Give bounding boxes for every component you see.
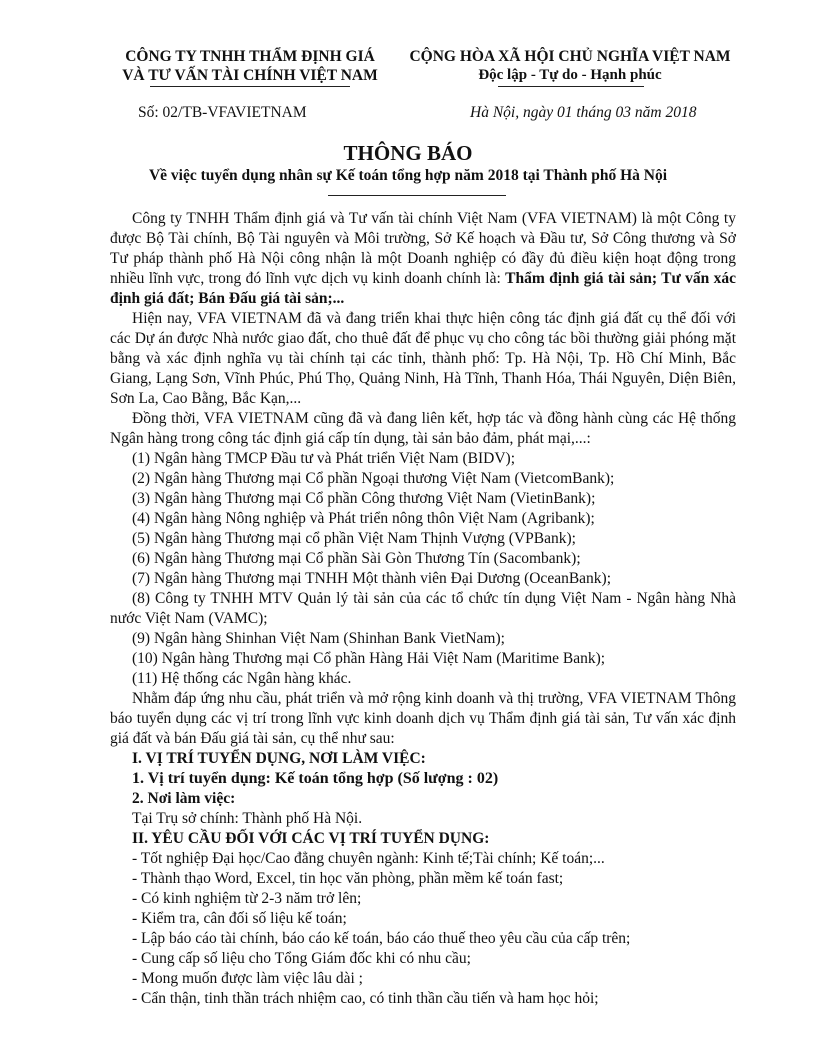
intro-paragraph-1 (110, 209, 736, 309)
company-underline (150, 86, 350, 87)
bank-item: (6) Ngân hàng Thương mại Cổ phần Sài Gòn Thương Tín (Sacombank); (132, 550, 581, 567)
workplace-heading: 2. Nơi làm việc: (132, 790, 236, 807)
closing-paragraph: Nhằm đáp ứng nhu cầu, phát triển và mở rộng kinh doanh và thị trường, VFA VIETNAM Thông báo tuyển dụng các vị trí trong lĩnh vực kinh doanh dịch vụ Thẩm định giá tài sản, Tư vấn xác định giá đất và bán Đấu giá tài sản, cụ thể như sau: (110, 690, 736, 747)
motto-underline (498, 86, 644, 87)
section-1-heading: I. VỊ TRÍ TUYỂN DỤNG, NƠI LÀM VIỆC: (132, 750, 426, 767)
company-name-line1: CÔNG TY TNHH THẨM ĐỊNH GIÁ (125, 48, 375, 65)
bank-item: (8) Công ty TNHH MTV Quản lý tài sản của các tổ chức tín dụng Việt Nam - Ngân hàng Nhà nước Việt Nam (VAMC); (110, 590, 736, 627)
bank-item: (9) Ngân hàng Shinhan Việt Nam (Shinhan Bank VietNam); (132, 630, 505, 647)
bank-item: (3) Ngân hàng Thương mại Cổ phần Công thương Việt Nam (VietinBank); (132, 490, 596, 507)
requirement-item: - Mong muốn được làm việc lâu dài ; (132, 970, 363, 987)
requirement-item: - Cẩn thận, tinh thần trách nhiệm cao, có tinh thần cầu tiến và ham học hỏi; (132, 990, 599, 1007)
document-subtitle: Về việc tuyển dụng nhân sự Kế toán tổng hợp năm 2018 tại Thành phố Hà Nội (148, 167, 668, 184)
requirement-item: - Có kinh nghiệm từ 2-3 năm trở lên; (132, 890, 362, 907)
section-2-heading: II. YÊU CẦU ĐỐI VỚI CÁC VỊ TRÍ TUYỂN DỤNG: (132, 830, 490, 847)
workplace-text: Tại Trụ sở chính: Thành phố Hà Nội. (132, 810, 363, 827)
bank-item: (4) Ngân hàng Nông nghiệp và Phát triển nông thôn Việt Nam (Agribank); (132, 510, 595, 527)
document-number: Số: 02/TB-VFAVIETNAM (138, 104, 307, 121)
nation-motto-line2: Độc lập - Tự do - Hạnh phúc (478, 67, 662, 83)
intro-services: Thẩm định giá tài sản; Tư vấn xác định giá đất; Bán Đấu giá tài sản;... (110, 270, 736, 307)
requirement-item: - Kiểm tra, cân đối số liệu kế toán; (132, 910, 347, 927)
nation-motto-line1: CỘNG HÒA XÃ HỘI CHỦ NGHĨA VIỆT NAM (409, 48, 731, 65)
bank-item: (1) Ngân hàng TMCP Đầu tư và Phát triển Việt Nam (BIDV); (132, 450, 515, 467)
intro-paragraph-3: Đồng thời, VFA VIETNAM cũng đã và đang liên kết, hợp tác và đồng hành cùng các Hệ thống Ngân hàng trong công tác định giá cấp tín dụng, tài sản bảo đảm, phát mại,...: (110, 410, 736, 447)
bank-item: (5) Ngân hàng Thương mại cổ phần Việt Nam Thịnh Vượng (VPBank); (132, 530, 576, 547)
intro-text: Công ty TNHH Thẩm định giá và Tư vấn tài chính Việt Nam (VFA VIETNAM) là một Công ty được Bộ Tài chính, Bộ Tài nguyên và Môi trường, Sở Kế hoạch và Đầu tư, Sở Công thương và Sở Tư pháp thành phố Hà Nội công nhận là một Doanh nghiệp có đầy đủ điều kiện hoạt động trong nhiều lĩnh vực, trong đó lĩnh vực dịch vụ kinh doanh chính là: (110, 210, 736, 287)
document-title: THÔNG BÁO (343, 141, 473, 165)
bank-item: (7) Ngân hàng Thương mại TNHH Một thành viên Đại Dương (OceanBank); (132, 570, 612, 587)
intro-paragraph-2: Hiện nay, VFA VIETNAM đã và đang triển khai thực hiện công tác định giá đất cụ thể đối với các Dự án được Nhà nước giao đất, cho thuê đất để phục vụ cho công tác bồi thường giải phóng mặt bằng và xác định nghĩa vụ tài chính tại các tỉnh, thành phố: Tp. Hà Nội, Tp. Hồ Chí Minh, Bắc Giang, Lạng Sơn, Vĩnh Phúc, Phú Thọ, Quảng Ninh, Hà Tĩnh, Thanh Hóa, Thái Nguyên, Diện Biên, Sơn La, Cao Bằng, Bắc Kạn,... (110, 310, 736, 407)
title-underline (328, 195, 506, 196)
requirement-item: - Thành thạo Word, Excel, tin học văn phòng, phần mềm kế toán fast; (132, 870, 564, 887)
national-header (390, 47, 750, 85)
requirement-item: - Lập báo cáo tài chính, báo cáo kế toán, báo cáo thuế theo yêu cầu của cấp trên; (132, 930, 631, 947)
bank-item: (11) Hệ thống các Ngân hàng khác. (132, 670, 352, 687)
company-name-line2: VÀ TƯ VẤN TÀI CHÍNH VIỆT NAM (122, 67, 378, 84)
requirement-item: - Tốt nghiệp Đại học/Cao đẳng chuyên ngành: Kinh tế;Tài chính; Kế toán;... (132, 850, 605, 867)
company-header (100, 47, 400, 85)
requirement-item: - Cung cấp số liệu cho Tổng Giám đốc khi có nhu cầu; (132, 950, 471, 967)
bank-item: (10) Ngân hàng Thương mại Cổ phần Hàng Hải Việt Nam (Maritime Bank); (132, 650, 606, 667)
position-heading: 1. Vị trí tuyển dụng: Kế toán tổng hợp (Số lượng : 02) (132, 770, 499, 787)
bank-item: (2) Ngân hàng Thương mại Cổ phần Ngoại thương Việt Nam (VietcomBank); (132, 470, 615, 487)
document-date: Hà Nội, ngày 01 tháng 03 năm 2018 (470, 104, 697, 121)
document-body (110, 209, 736, 1009)
